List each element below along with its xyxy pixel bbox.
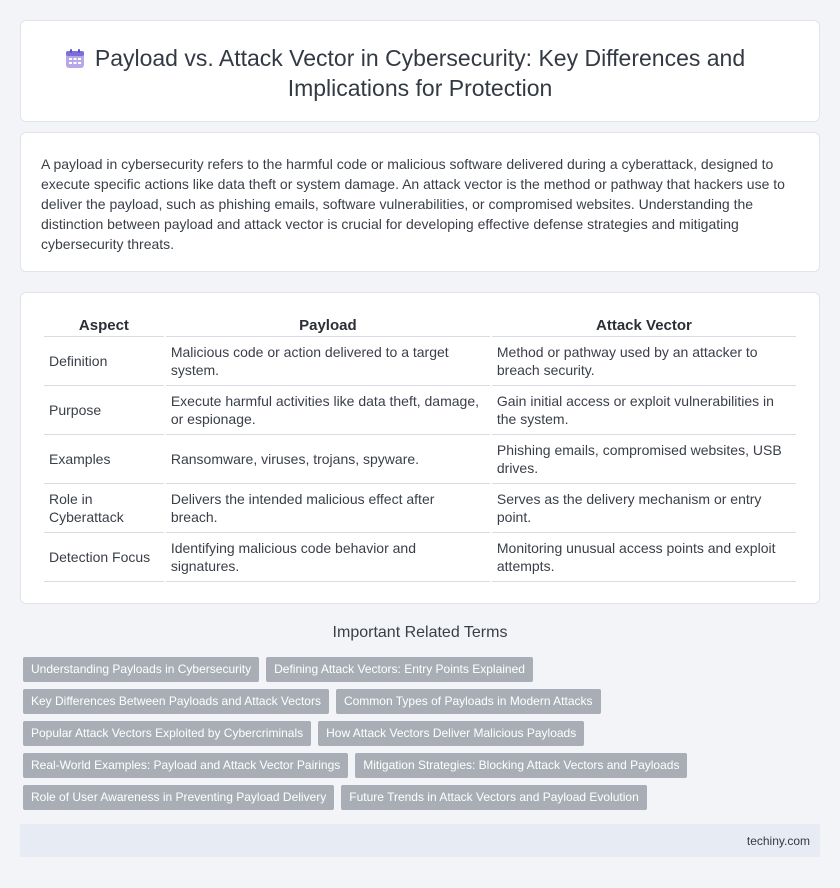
table-header-row xyxy=(44,311,796,337)
site-name[interactable]: techiny.com xyxy=(746,834,810,848)
table-cell: Purpose xyxy=(44,386,164,435)
footer xyxy=(20,824,820,857)
table-cell: Definition xyxy=(44,337,164,386)
table-cell: Serves as the delivery mechanism or entry point. xyxy=(492,484,796,533)
related-term-link[interactable]: Future Trends in Attack Vectors and Payload Evolution xyxy=(341,785,647,810)
table-cell: Role in Cyberattack xyxy=(44,484,164,533)
page-title-line-1: Payload vs. Attack Vector in Cybersecurity: Key Differences and xyxy=(94,45,746,71)
table-cell: Execute harmful activities like data theft, damage, or espionage. xyxy=(166,386,490,435)
table-cell: Monitoring unusual access points and exploit attempts. xyxy=(492,533,796,582)
related-term-link[interactable]: Popular Attack Vectors Exploited by Cybercriminals xyxy=(23,721,311,746)
table-cell: Phishing emails, compromised websites, USB drives. xyxy=(492,435,796,484)
table-cell: Identifying malicious code behavior and signatures. xyxy=(166,533,490,582)
header-attack-vector: Attack Vector xyxy=(492,311,796,337)
page-title-line-2: Implications for Protection xyxy=(287,75,553,101)
table-row xyxy=(44,337,796,386)
table-cell: Detection Focus xyxy=(44,533,164,582)
comparison-table-card xyxy=(20,292,820,604)
intro-paragraph: A payload in cybersecurity refers to the harmful code or malicious software delivered during a cyberattack, designed to execute specific actions like data theft or system damage. An attack vector is the method or pathway that hackers use to deliver the payload, such as phishing emails, software vulnerabilities, or compromised websites. Understanding the distinction between payload and attack vector is crucial for developing effective defense strategies and mitigating cybersecurity threats. xyxy=(41,156,785,252)
related-term-link[interactable]: Mitigation Strategies: Blocking Attack Vectors and Payloads xyxy=(355,753,687,778)
related-terms-heading: Important Related Terms xyxy=(332,624,508,641)
tag-row xyxy=(23,721,803,746)
tag-row xyxy=(23,753,803,778)
related-term-link[interactable]: Understanding Payloads in Cybersecurity xyxy=(23,657,259,682)
table-row xyxy=(44,386,796,435)
table-row xyxy=(44,435,796,484)
table-cell: Ransomware, viruses, trojans, spyware. xyxy=(166,435,490,484)
table-cell: Malicious code or action delivered to a target system. xyxy=(166,337,490,386)
table-row xyxy=(44,484,796,533)
related-term-link[interactable]: Real-World Examples: Payload and Attack Vector Pairings xyxy=(23,753,348,778)
intro-card xyxy=(20,132,820,272)
related-term-link[interactable]: How Attack Vectors Deliver Malicious Payloads xyxy=(318,721,584,746)
tag-row xyxy=(23,785,803,810)
table-cell: Delivers the intended malicious effect after breach. xyxy=(166,484,490,533)
related-term-link[interactable]: Defining Attack Vectors: Entry Points Explained xyxy=(266,657,533,682)
related-terms-list xyxy=(23,657,803,817)
comparison-table xyxy=(42,311,798,582)
related-term-link[interactable]: Key Differences Between Payloads and Attack Vectors xyxy=(23,689,329,714)
tag-row xyxy=(23,657,803,682)
page-title xyxy=(21,43,819,103)
table-cell: Examples xyxy=(44,435,164,484)
related-term-link[interactable]: Role of User Awareness in Preventing Payload Delivery xyxy=(23,785,334,810)
table-row xyxy=(44,533,796,582)
header-payload: Payload xyxy=(166,311,490,337)
table-cell: Method or pathway used by an attacker to breach security. xyxy=(492,337,796,386)
table-cell: Gain initial access or exploit vulnerabilities in the system. xyxy=(492,386,796,435)
tag-row xyxy=(23,689,803,714)
related-term-link[interactable]: Common Types of Payloads in Modern Attacks xyxy=(336,689,601,714)
header-aspect: Aspect xyxy=(44,311,164,337)
header-card xyxy=(20,20,820,122)
